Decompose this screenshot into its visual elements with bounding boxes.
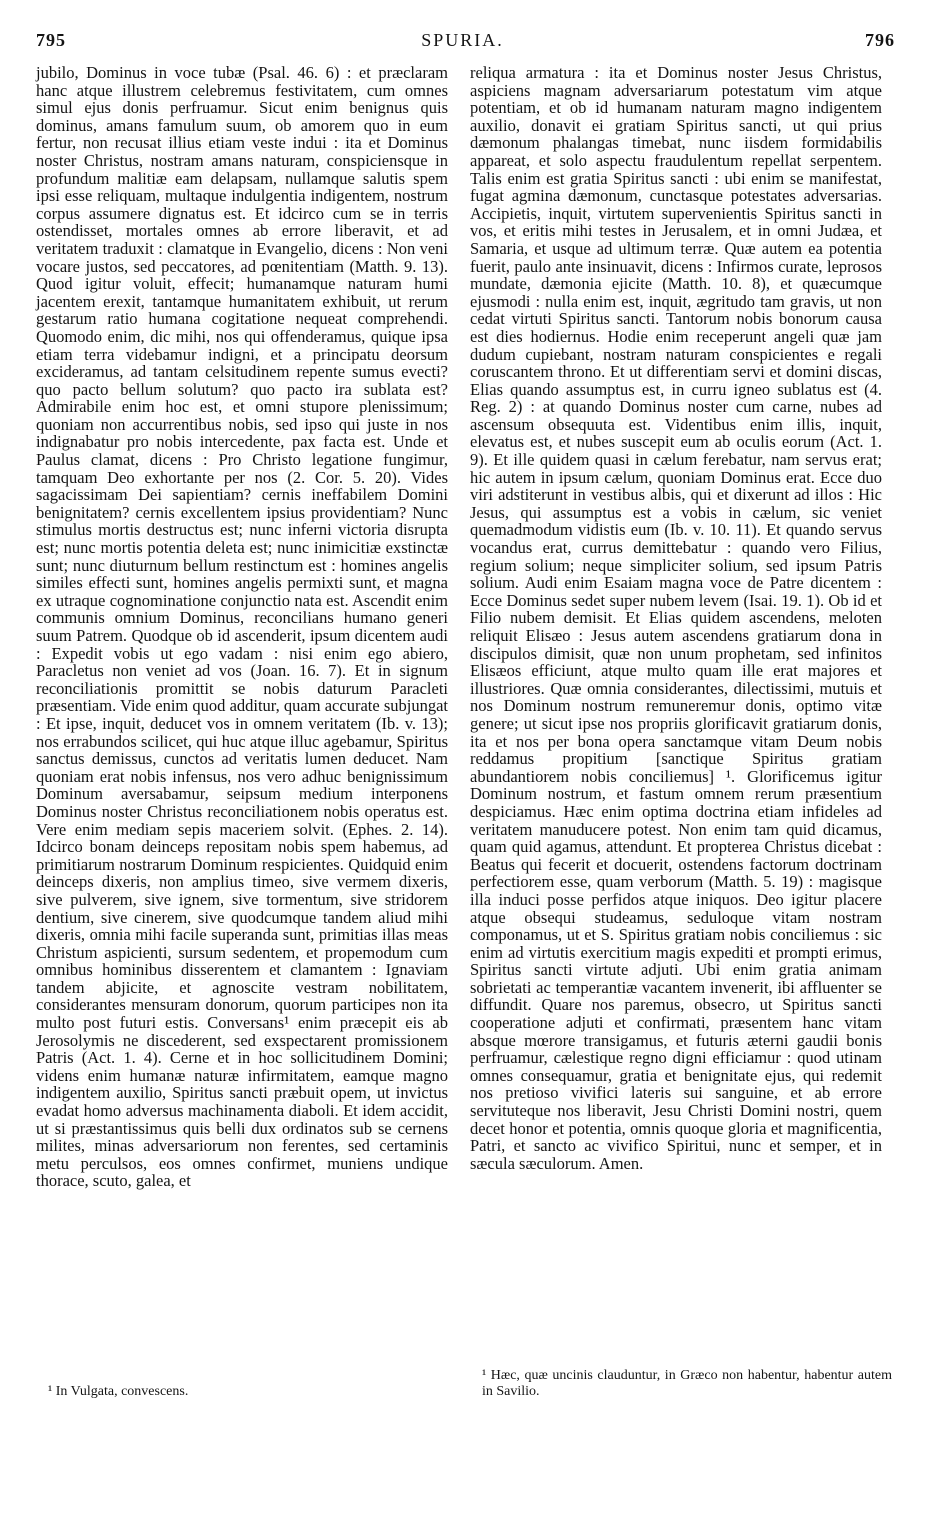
left-column-text: jubilo, Dominus in voce tubæ (Psal. 46. 6) : et præclaram hanc atque illustrem celebremus festivitatem, cum omnes simul ejus donis perfruamur. Sicut enim benignus quis dominus, amans famulum suum, ob amorem quo in eum fertur, non recusat illius etiam veste indui : ita et Dominus noster Christus, nostram amans naturam, conspiciensque in profundum malitiæ eam delapsam, nullamque salutis spem ipsi esse reliquam, multaque indulgentia indigentem, nostrum corpus assumere dignatus est. Et idcirco cum se in terris ostendisset, mortales omnes ab errore liberavit, et ad veritatem traduxit : clamatque in Evangelio, dicens : Non veni vocare justos, sed peccatores, ad pœnitentiam (Matth. 9. 13). Quod igitur voluit, effecit; humanamque naturam humi jacentem erexit, tantamque humanitatem exhibuit, ut rerum gestarum ratio humana cogitatione nequeat comprehendi. Quomodo enim, dic mihi, nos qui offenderamus, quique ipsa etiam terra videbamur indigni, et a principatu deorsum excideramus, ad tantam celsitudinem repente sumus evecti? quo pacto bellum solutum? quo pacto ira sublata est? Admirabile enim hoc est, et omni stupore plenissimum; quoniam non accurrentibus nobis, sed ipso qui juste in nos indignabatur pro nobis intercedente, pax facta est. Unde et Paulus clamat, dicens : Pro Christo legatione fungimur, tamquam Deo exhortante per nos (2. Cor. 5. 20). Vides sagacissimam Dei sapientiam? cernis ineffabilem Domini benignitatem? cernis excellentem ipsius providentiam? Nunc stimulus mortis destructus est; nunc inferni victoria disrupta est; nunc mortis potentia deleta est; nunc inimicitiæ exstinctæ sunt; nunc diuturnum bellum restinctum est : homines angelis similes effecti sunt, homines angelis permixti sunt, et magna ex utraque cognominatione conjunctio nata est. Ascendit enim communis omnium Dominus, reconcilians humano generi suum Patrem. Quodque ob id ascenderit, ipsum dicentem audi : Expedit vobis ut ego vadam : nisi enim ego abiero, Paracletus non veniet ad vos (Joan. 16. 7). Et in signum reconciliationis promittit se nobis daturum Paracleti præsentiam. Vide enim quod additur, quam accurate subjungat : Et ipse, inquit, deducet vos in omnem veritatem (Ib. v. 13); nos errabundos scilicet, qui huc atque illuc agebamur, Spiritus sanctus demissus, cunctos ad veritatis lumen deducet. Nam quoniam erat nobis infensus, nos vero adhuc benignissimum Dominum aversabamur, seipsum medium interponens Dominus noster Christus reconciliationem nobis operatus est. Vere enim mediam sepis maceriem solvit. (Ephes. 2. 14). Idcirco bonam deinceps repositam nobis spem habemus, ad primitiarum nostrarum Dominum respicientes. Quidquid enim deinceps dixeris, non amplius timeo, sive vermem dixeris, sive pulverem, sive ignem, sive tormentum, sive stridorem dentium, sive cinerem, sive quodcumque tandem aliud mihi dixeris, omnia mihi facile superanda sunt, primitias illas meas Christum aspicienti, sursum sedentem, et propemodum cum omnibus hominibus disserentem et clamantem : Ignaviam tandem abjicite, et agnoscite vestram nobilitatem, considerantes mensuram donorum, quorum participes non ita multo post futuri estis. Conversans¹ enim præcepit eis ab Jerosolymis ne discederent, sed exspectarent promissionem Patris (Act. 1. 4). Cerne et in hoc sollicitudinem Domini; videns enim humanæ naturæ infirmitatem, eamque magno indigentem auxilio, Spiritus sancti præbuit opem, ut invictus evadat homo adversus machinamenta diaboli. Et idem accidit, ut si præstantissimus quis belli dux ordinatos sub se cernens milites, minas adversariorum non ferentes, sed certaminis metu perculsos, eos omnes confirmet, muniens undique thorace, scuto, galea, et: [36, 63, 448, 1191]
right-column-text: reliqua armatura : ita et Dominus noster Jesus Christus, aspiciens magnam adversariarum potestatum vim atque potentiam, et ob id humanam naturam magno indigentem auxilio, donavit ei gratiam Spiritus sancti, ut qui prius dæmonum phalangas timebat, nunc iisdem formidabilis appareat, et solo aspectu fraudulentum repellat serpentem. Talis enim est gratia Spiritus sancti : ubi enim se manifestat, fugat agmina dæmonum, cunctasque potestates adversarias. Accipietis, inquit, virtutem supervenientis Spiritus sancti in vos, et eritis mihi testes in Jerusalem, et in omni Judæa, et Samaria, et usque ad ultimum terræ. Quæ autem ea potentia fuerit, paulo ante insinuavit, dicens : Infirmos curate, leprosos mundate, dæmonia ejicite (Matth. 10. 8), et quæcumque ejusmodi : nulla enim est, inquit, ægritudo tam gravis, ut non cedat virtuti Spiritus sancti. Tantorum nobis bonorum causa est dies hodiernus. Hodie enim receperunt angeli quæ jam dudum cupiebant, nostram naturam conspicientes e regali coruscantem throno. Et ut differentiam servi et domini discas, Elias quando assumptus est, in curru igneo sublatus est (4. Reg. 2) : at quando Dominus noster cum carne, nubes ad ascensum obsequuta est. Videntibus enim illis, inquit, elevatus est, et nubes suscepit eum ab oculis eorum (Act. 1. 9). Et ille quidem quasi in cælum ferebatur, nam servus erat; hic autem in ipsum cælum, quoniam Dominus erat. Ecce duo viri adstiterunt in vestibus albis, qui et dixerunt ad illos : Hic Jesus, qui assumptus est a vobis in cælum, sic veniet quemadmodum vidistis eum (Ib. v. 10. 11). Et quando servus vocandus erat, currus demittebatur : quando vero Filius, regium solium; neque simpliciter solium, sed ipsum Patris solium. Audi enim Esaiam magna voce de Patre dicentem : Ecce Dominus sedet super nubem levem (Isai. 19. 1). Ob id et Filio nubem demisit. Et Elias quidem ascendens, meloten reliquit Elisæo : Jesus autem ascendens gratiarum dona in discipulos dimisit, quæ non unum prophetam, sed infinitos Elisæos efficiunt, atque multo quam ille erat majores et illustriores. Quæ omnia considerantes, dilectissimi, mutuis et nos Dominum nostrum remuneremur donis, optimo vitæ genere; ut sicut ipse nos propriis glorificavit gratiarum donis, ita et nos per bona opera sanctamque vitam Deum nobis reddamus propitium [sanctique Spiritus gratiam abundantiorem nobis conciliemus] ¹. Glorificemus igitur Dominum nostrum, et fastum omnem rerum præsentium despiciamus. Hæc enim optima doctrina etiam infideles ad veritatem manuducere potest. Non enim tam quid dicamus, quam quid agamus, attendunt. Et propterea Christus dicebat : Beatus qui fecerit et docuerit, ostendens factorum doctrinam perfectiorem esse, quam verborum (Matth. 5. 19) : magisque illa induci posse perfidos atque iniquos. Deo igitur placere atque obsequi studeamus, seduloque vitam nostram componamus, ut et S. Spiritus gratiam nobis conciliemus : sic enim ad virtutis exercitium magis expediti et prompti erimus, Spiritus sancti virtute adjuti. Ubi enim gratia animam sobrietati ac temperantiæ vacantem invenerit, ibi affluenter se diffundit. Quare nos paremus, obsecro, ut Spiritus sancti cooperatione adjuti et confirmati, præsentem hanc vitam absque mœrore transigamus, et futuris æterni gaudii bonis perfruamur, cælestique regno digni efficiamur : quod utinam omnes consequamur, gratia et benignitate ejus, qui redemit nos pretioso vivifici lateris sui sanguine, et ab errore servituteque nos liberavit, Jesu Christi Domini nostri, quem decet honor et potentia, omnis quoque gloria et magnificentia, Patri, et sancto ac vivifico Spiritui, nunc et semper, et in sæcula sæculorum. Amen.: [470, 63, 882, 1173]
right-column: [470, 64, 882, 1364]
page-number-right: 796: [865, 30, 895, 50]
left-column: [36, 64, 448, 1394]
running-title: SPURIA.: [421, 30, 504, 50]
page-number-left: 795: [36, 30, 66, 50]
left-footnote: ¹ In Vulgata, convescens.: [48, 1384, 189, 1399]
page-header: [0, 30, 925, 56]
right-footnote: ¹ Hæc, quæ uncinis clauduntur, in Græco non habentur, habentur autem in Savilio.: [482, 1368, 892, 1399]
